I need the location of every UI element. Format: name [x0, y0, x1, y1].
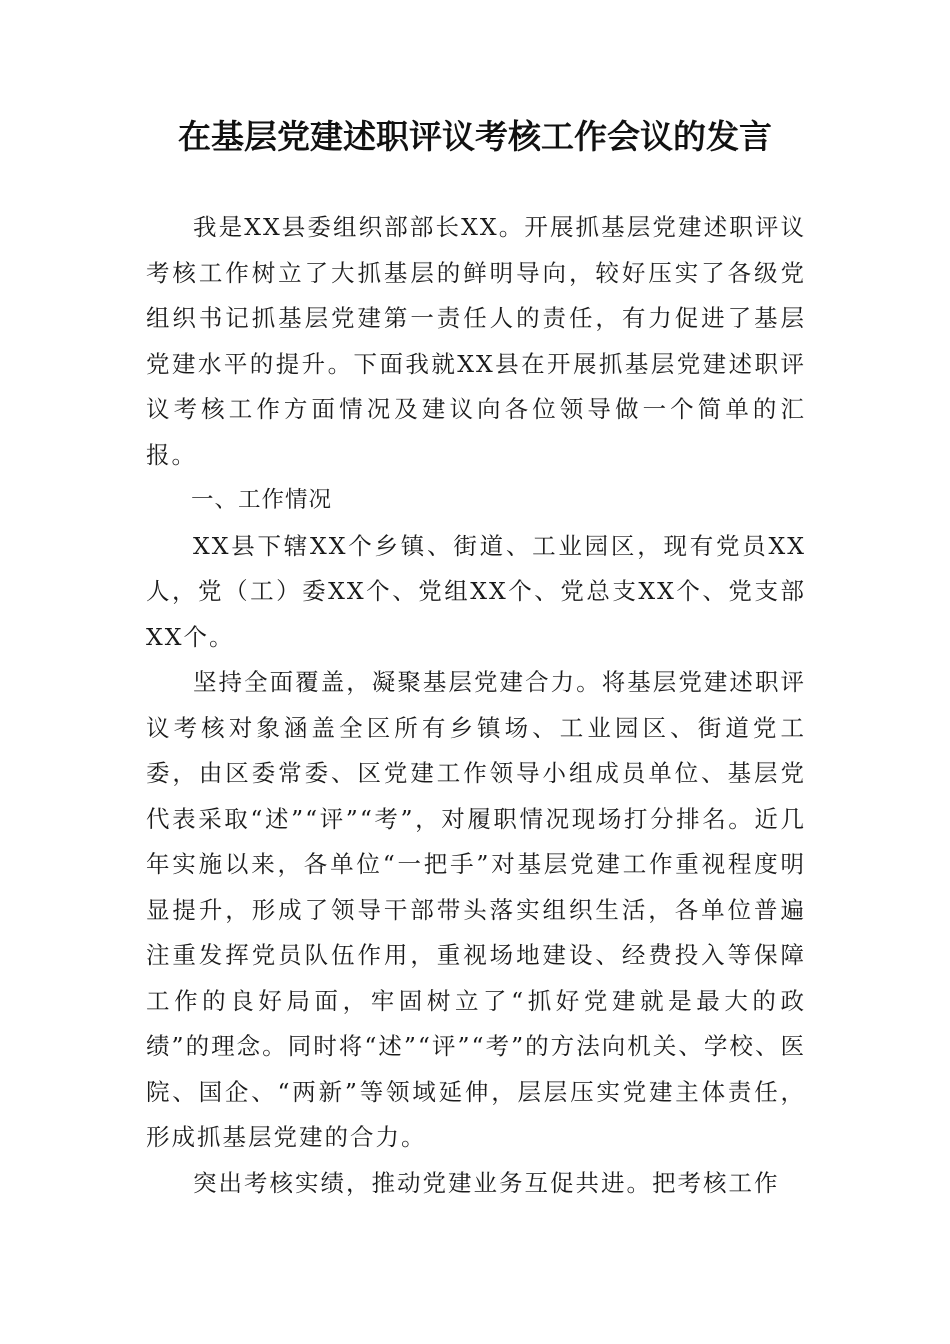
document-body — [146, 205, 806, 1206]
paragraph-county-overview: XX县下辖XX个乡镇、街道、工业园区，现有党员XX人，党（工）委XX个、党组XX个、党总支XX个、党支部XX个。 — [146, 531, 806, 651]
paragraph-full-coverage: 坚持全面覆盖，凝聚基层党建合力。将基层党建述职评议考核对象涵盖全区所有乡镇场、工业园区、街道党工委，由区委常委、区党建工作领导小组成员单位、基层党代表采取“述”“评”“考”，对履职情况现场打分排名。近几年实施以来，各单位“一把手”对基层党建工作重视程度明显提升，形成了领导干部带头落实组织生活，各单位普遍注重发挥党员队伍作用，重视场地建设、经费投入等保障工作的良好局面，牢固树立了“抓好党建就是最大的政绩”的理念。同时将“述”“评”“考”的方法向机关、学校、医院、国企、“两新”等领域延伸，层层压实党建主体责任，形成抓基层党建的合力。 — [146, 668, 806, 1151]
section-heading-work-status: 一、工作情况 — [191, 487, 333, 513]
paragraph-assessment-results: 突出考核实绩，推动党建业务互促共进。把考核工作 — [193, 1168, 780, 1197]
paragraph-intro: 我是XX县委组织部部长XX。开展抓基层党建述职评议考核工作树立了大抓基层的鲜明导向，较好压实了各级党组织书记抓基层党建第一责任人的责任，有力促进了基层党建水平的提升。下面我就XX县在开展抓基层党建述职评议考核工作方面情况及建议向各位领导做一个简单的汇报。 — [146, 213, 806, 469]
document-title: 在基层党建述职评议考核工作会议的发言 — [178, 117, 772, 156]
